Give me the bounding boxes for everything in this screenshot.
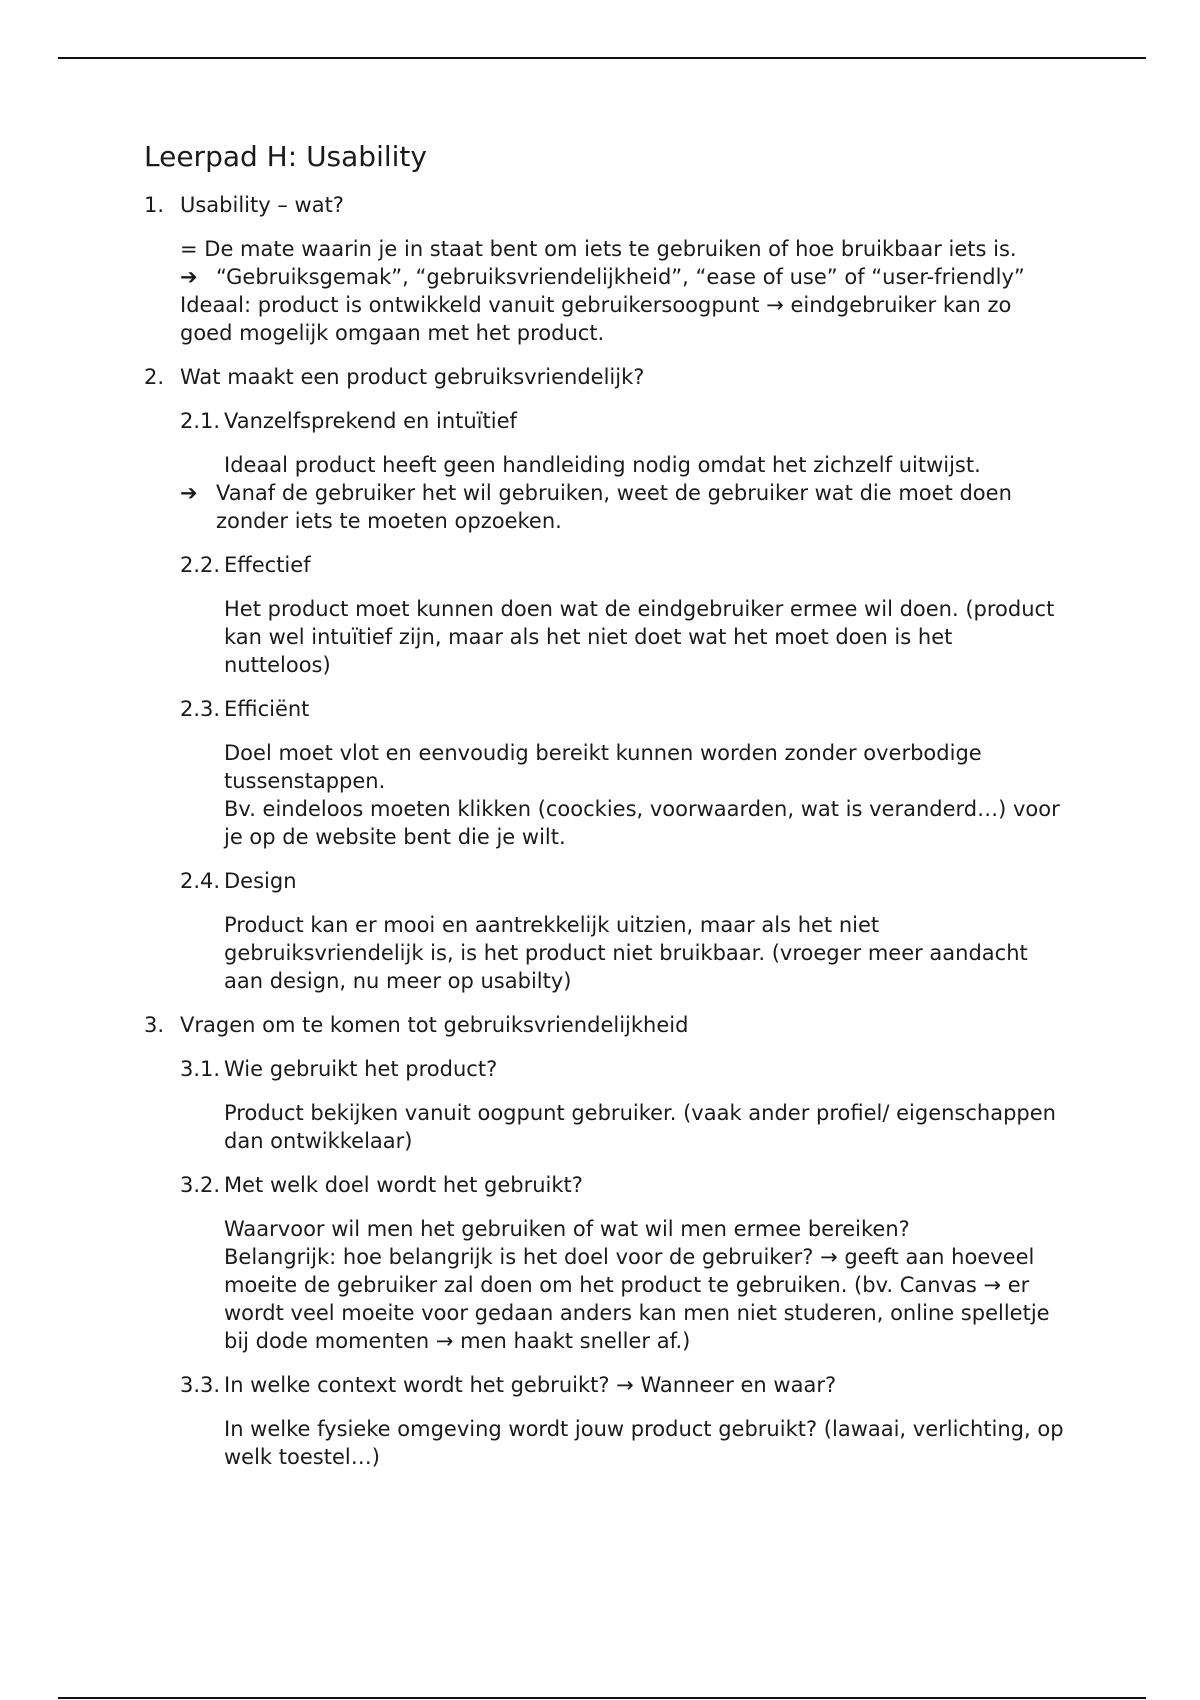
bullet-text: “Gebruiksgemak”, “gebruiksvriendelijkheid”, “ease of use” of “user-friendly” xyxy=(216,265,1025,289)
subsection-2-4-body xyxy=(224,911,1064,995)
subsection-title: Effectief xyxy=(224,553,311,577)
section-3-heading xyxy=(144,1011,1064,1039)
paragraph: Ideaal product heeft geen handleiding nodig omdat het zichzelf uitwijst. xyxy=(224,453,981,477)
page-title: Leerpad H: Usability xyxy=(144,140,427,173)
subsection-title: In welke context wordt het gebruikt? → Wanneer en waar? xyxy=(224,1373,837,1397)
arrow-bullet xyxy=(180,479,1064,535)
subsection-2-1-heading xyxy=(180,407,1064,435)
paragraph: Waarvoor wil men het gebruiken of wat wil men ermee bereiken? xyxy=(224,1217,910,1241)
arrow-icon: ➔ xyxy=(180,481,198,505)
subsection-number: 2.2. xyxy=(180,553,221,577)
header-rule xyxy=(58,57,1146,59)
subsection-title: Design xyxy=(224,869,297,893)
section-number: 1. xyxy=(144,193,165,217)
subsection-title: Efficiënt xyxy=(224,697,310,721)
subsection-title: Vanzelfsprekend en intuïtief xyxy=(224,409,517,433)
paragraph: Belangrijk: hoe belangrijk is het doel voor de gebruiker? → geeft aan hoeveel moeite de gebruiker zal doen om het product te gebruiken. (bv. Canvas → er wordt veel moeite voor gedaan anders kan men niet studeren, online spelletje bij dode momenten → men haakt sneller af.) xyxy=(224,1245,1050,1353)
section-1-heading xyxy=(144,191,1064,219)
section-number: 2. xyxy=(144,365,165,389)
section-2-heading xyxy=(144,363,1064,391)
subsection-3-2-body xyxy=(224,1215,1064,1355)
subsection-2-2-body xyxy=(224,595,1064,679)
subsection-number: 3.3. xyxy=(180,1373,221,1397)
subsection-number: 3.1. xyxy=(180,1057,221,1081)
subsection-2-4-heading xyxy=(180,867,1064,895)
document-body xyxy=(144,140,1064,1487)
subsection-3-3-body xyxy=(224,1415,1064,1471)
subsection-2-3-heading xyxy=(180,695,1064,723)
section-number: 3. xyxy=(144,1013,165,1037)
paragraph: Ideaal: product is ontwikkeld vanuit gebruikersoogpunt → eindgebruiker kan zo goed mogelijk omgaan met het product. xyxy=(180,293,1012,345)
paragraph: In welke fysieke omgeving wordt jouw product gebruikt? (lawaai, verlichting, op welk toestel…) xyxy=(224,1417,1064,1469)
subsection-number: 2.3. xyxy=(180,697,221,721)
section-title: Vragen om te komen tot gebruiksvriendelijkheid xyxy=(180,1013,689,1037)
subsection-3-1-heading xyxy=(180,1055,1064,1083)
subsection-3-3-heading xyxy=(180,1371,1064,1399)
paragraph: = De mate waarin je in staat bent om iets te gebruiken of hoe bruikbaar iets is. xyxy=(180,237,1017,261)
arrow-icon: ➔ xyxy=(180,265,198,289)
subsection-title: Met welk doel wordt het gebruikt? xyxy=(224,1173,583,1197)
subsection-number: 2.1. xyxy=(180,409,221,433)
arrow-bullet xyxy=(180,263,1064,291)
subsection-2-3-body xyxy=(224,739,1064,851)
section-title: Usability – wat? xyxy=(180,193,344,217)
bullet-text: Vanaf de gebruiker het wil gebruiken, weet de gebruiker wat die moet doen zonder iets te moeten opzoeken. xyxy=(216,481,1012,533)
section-title: Wat maakt een product gebruiksvriendelijk? xyxy=(180,365,645,389)
footer-rule xyxy=(58,1697,1146,1699)
subsection-3-1-body xyxy=(224,1099,1064,1155)
subsection-number: 3.2. xyxy=(180,1173,221,1197)
paragraph: Doel moet vlot en eenvoudig bereikt kunnen worden zonder overbodige tussenstappen. xyxy=(224,741,982,793)
paragraph: Product bekijken vanuit oogpunt gebruiker. (vaak ander profiel/ eigenschappen dan ontwikkelaar) xyxy=(224,1101,1056,1153)
subsection-3-2-heading xyxy=(180,1171,1064,1199)
subsection-number: 2.4. xyxy=(180,869,221,893)
paragraph: Product kan er mooi en aantrekkelijk uitzien, maar als het niet gebruiksvriendelijk is, is het product niet bruikbaar. (vroeger meer aandacht aan design, nu meer op usabilty) xyxy=(224,913,1028,993)
section-1-body xyxy=(180,235,1064,347)
paragraph: Bv. eindeloos moeten klikken (coockies, voorwaarden, wat is veranderd…) voor je op de website bent die je wilt. xyxy=(224,797,1060,849)
subsection-2-2-heading xyxy=(180,551,1064,579)
paragraph: Het product moet kunnen doen wat de eindgebruiker ermee wil doen. (product kan wel intuïtief zijn, maar als het niet doet wat het moet doen is het nutteloos) xyxy=(224,597,1055,677)
subsection-title: Wie gebruikt het product? xyxy=(224,1057,498,1081)
subsection-2-1-body xyxy=(180,451,1064,535)
